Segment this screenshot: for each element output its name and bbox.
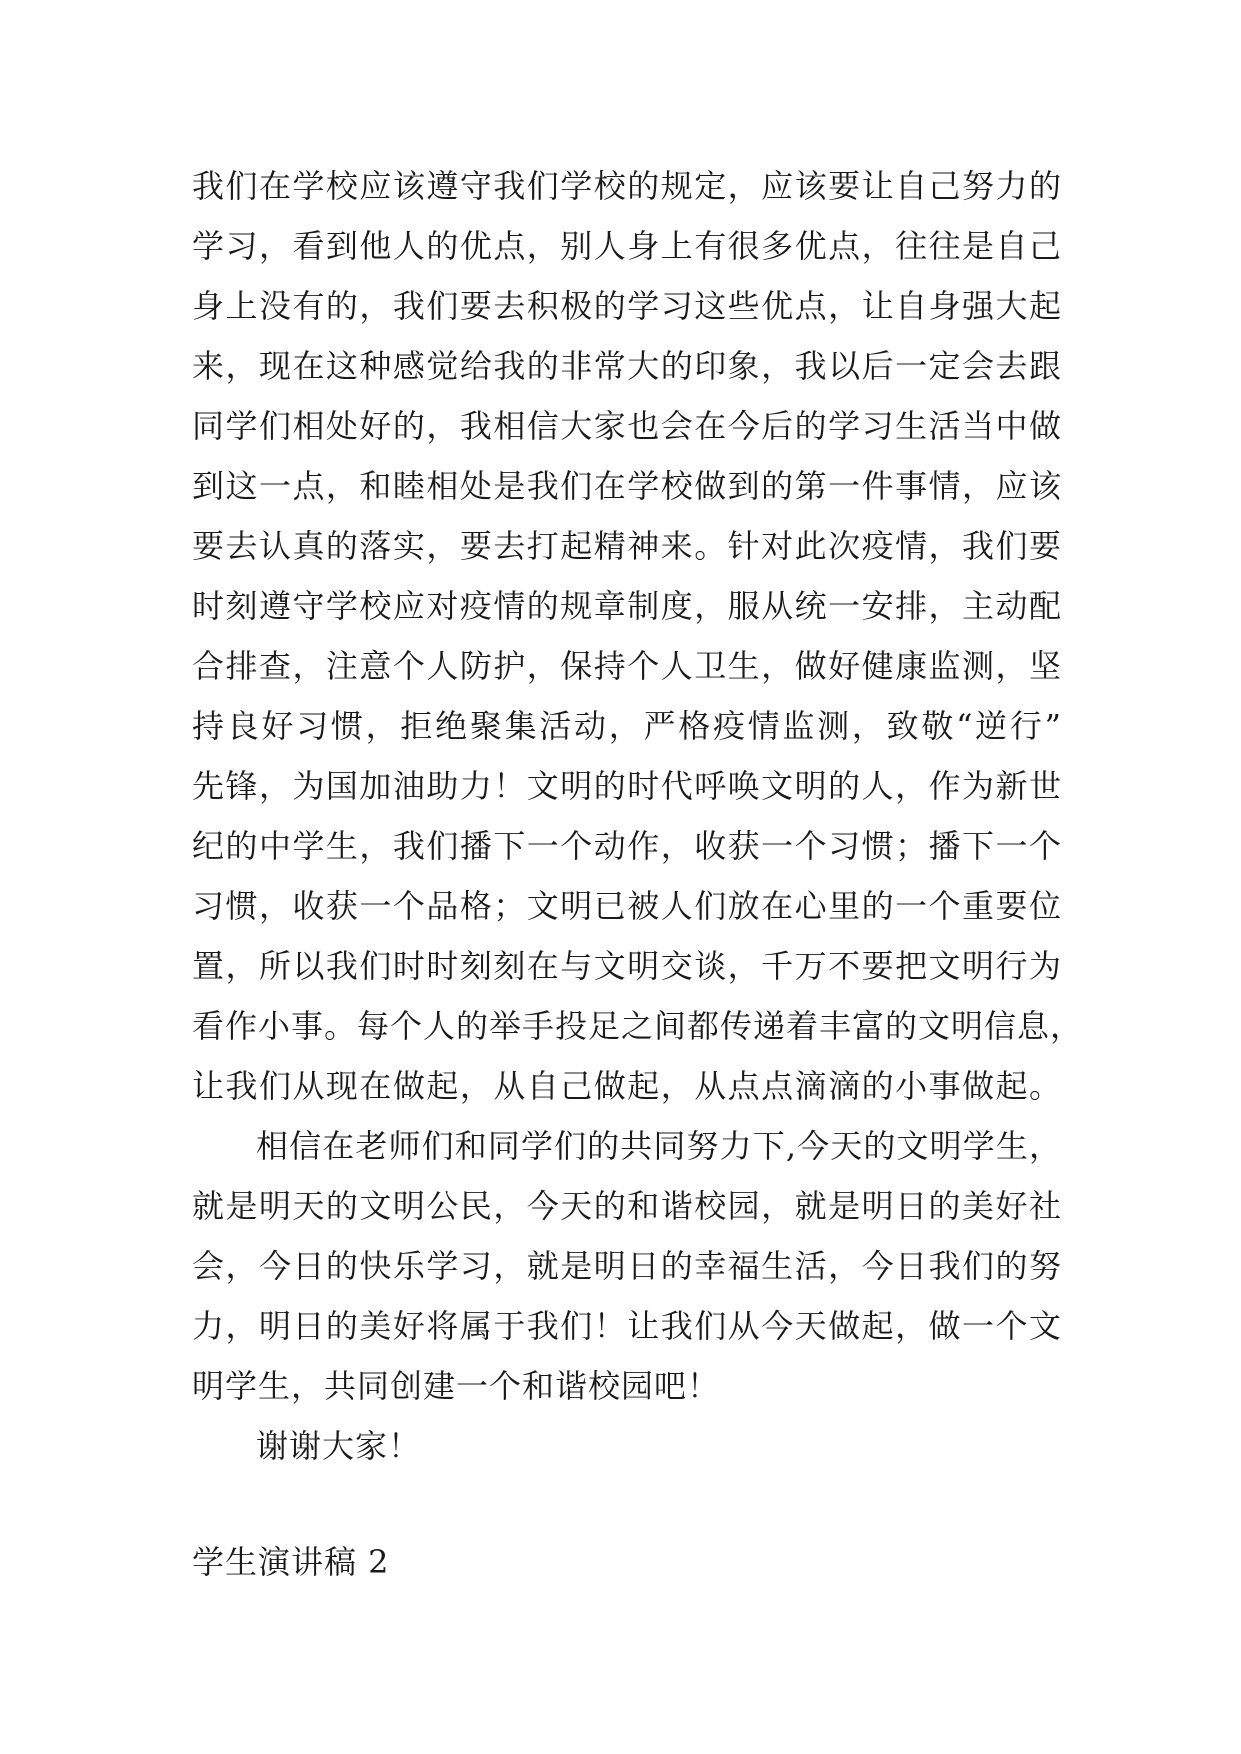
paragraph-1-line-1: 我们在学校应该遵守我们学校的规定，应该要让自己努力的 xyxy=(192,167,1062,205)
paragraph-1-line-16: 让我们从现在做起，从自己做起，从点点滴滴的小事做起。 xyxy=(192,1067,1062,1105)
paragraph-1-line-8: 时刻遵守学校应对疫情的规章制度，服从统一安排，主动配 xyxy=(192,587,1062,625)
paragraph-1-line-7: 要去认真的落实，要去打起精神来。针对此次疫情，我们要 xyxy=(192,527,1062,565)
section-heading: 学生演讲稿 2 xyxy=(192,1543,390,1581)
paragraph-2-line-1: 相信在老师们和同学们的共同努力下,今天的文明学生， xyxy=(256,1127,1062,1165)
paragraph-1-line-13: 习惯，收获一个品格；文明已被人们放在心里的一个重要位 xyxy=(192,887,1062,925)
paragraph-1-line-4: 来，现在这种感觉给我的非常大的印象，我以后一定会去跟 xyxy=(192,347,1062,385)
paragraph-1-line-10: 持良好习惯，拒绝聚集活动，严格疫情监测，致敬“逆行” xyxy=(192,707,1062,745)
paragraph-1-line-15: 看作小事。每个人的举手投足之间都传递着丰富的文明信息， xyxy=(192,1007,1084,1045)
paragraph-1-line-11: 先锋，为国加油助力！文明的时代呼唤文明的人，作为新世 xyxy=(192,767,1062,805)
paragraph-2-line-3: 会，今日的快乐学习，就是明日的幸福生活，今日我们的努 xyxy=(192,1247,1062,1285)
paragraph-3-line-1: 谢谢大家！ xyxy=(256,1427,422,1465)
paragraph-2-line-2: 就是明天的文明公民，今天的和谐校园，就是明日的美好社 xyxy=(192,1187,1062,1225)
paragraph-1-line-5: 同学们相处好的，我相信大家也会在今后的学习生活当中做 xyxy=(192,407,1062,445)
paragraph-1-line-12: 纪的中学生，我们播下一个动作，收获一个习惯；播下一个 xyxy=(192,827,1062,865)
paragraph-1-line-2: 学习，看到他人的优点，别人身上有很多优点，往往是自己 xyxy=(192,227,1062,265)
paragraph-2-line-4: 力，明日的美好将属于我们！让我们从今天做起，做一个文 xyxy=(192,1307,1062,1345)
paragraph-1-line-9: 合排查，注意个人防护，保持个人卫生，做好健康监测，坚 xyxy=(192,647,1062,685)
paragraph-1-line-14: 置，所以我们时时刻刻在与文明交谈，千万不要把文明行为 xyxy=(192,947,1062,985)
paragraph-2-line-5: 明学生，共同创建一个和谐校园吧！ xyxy=(192,1367,721,1405)
paragraph-1-line-3: 身上没有的，我们要去积极的学习这些优点，让自身强大起 xyxy=(192,287,1062,325)
paragraph-1-line-6: 到这一点，和睦相处是我们在学校做到的第一件事情，应该 xyxy=(192,467,1062,505)
